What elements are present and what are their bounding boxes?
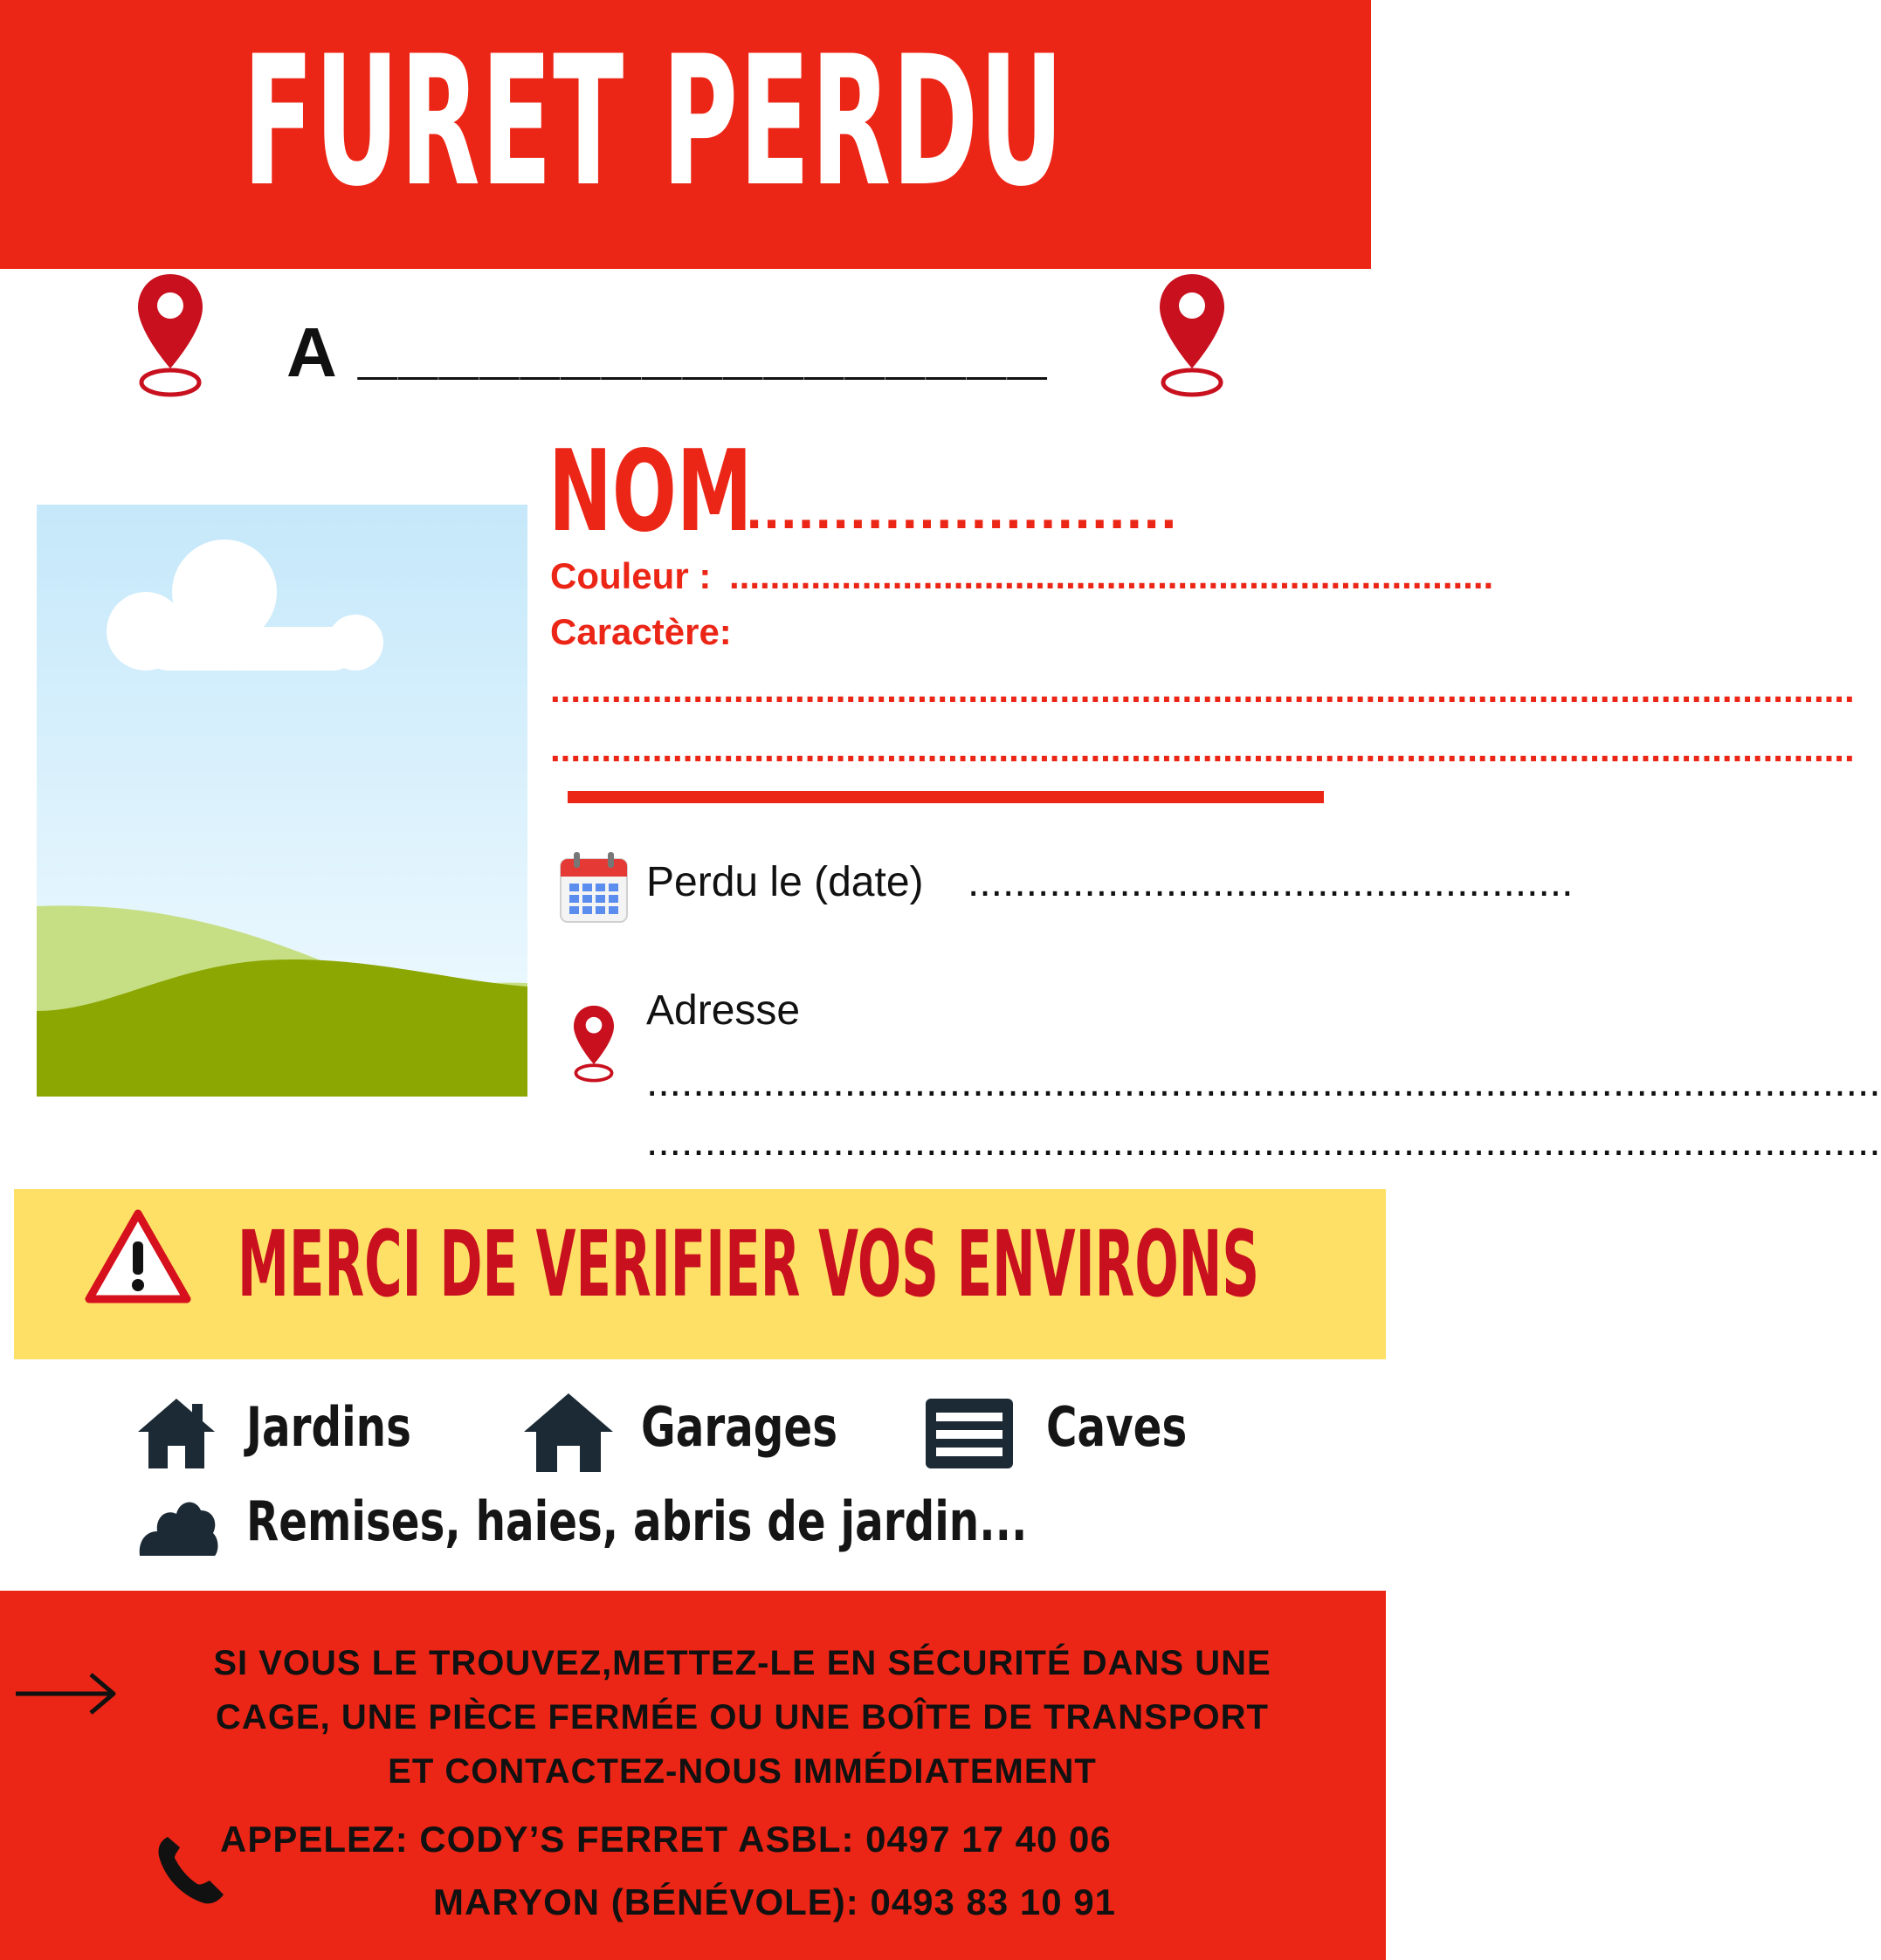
name-label: NOM xyxy=(548,427,753,557)
section-divider xyxy=(568,791,1324,803)
bush-icon xyxy=(134,1491,220,1558)
poster-title: FURET PERDU xyxy=(243,18,1065,226)
cellar-icon xyxy=(924,1397,1015,1470)
character-label: Caractère: xyxy=(550,611,732,652)
place-label-garages: Garages xyxy=(641,1395,838,1459)
contact-line: APPELEZ: CODY’S FERRET ASBL: 0497 17 40 06 xyxy=(220,1819,1112,1860)
house-icon xyxy=(134,1393,218,1470)
place-label-caves: Caves xyxy=(1046,1395,1188,1459)
location-prefix: A xyxy=(286,313,337,391)
address-line: .......................................................................................................... xyxy=(646,1118,1881,1165)
color-label: Couleur : xyxy=(550,555,712,596)
color-dots: ........................................................................... xyxy=(729,555,1494,596)
contact-line: MARYON (BÉNÉVOLE): 0493 83 10 91 xyxy=(433,1881,1117,1922)
address-line: .......................................................................................................... xyxy=(646,1059,1881,1105)
calendar-icon xyxy=(559,850,629,924)
place-label-remises: Remises, haies, abris de jardin... xyxy=(246,1489,1028,1553)
lost-date-dots: .................................................... xyxy=(968,859,1574,905)
name-dots: .......................... xyxy=(729,478,1179,540)
warning-icon xyxy=(84,1208,192,1306)
place-label-jardins: Jardins xyxy=(246,1395,411,1459)
arrow-right-icon xyxy=(14,1668,119,1720)
instruction-line: CAGE, UNE PIÈCE FERMÉE OU UNE BOÎTE DE TRANSPORT xyxy=(216,1698,1269,1736)
photo-placeholder xyxy=(37,505,527,1097)
character-line: ................................................................................................................................ xyxy=(550,669,1855,710)
instruction-line: ET CONTACTEZ-NOUS IMMÉDIATEMENT xyxy=(388,1752,1097,1791)
warning-text: MERCI DE VERIFIER VOS ENVIRONS xyxy=(238,1211,1260,1317)
character-line: ................................................................................................................................ xyxy=(550,728,1855,769)
map-pin-icon xyxy=(1153,271,1231,402)
house-icon xyxy=(520,1390,617,1474)
map-pin-icon xyxy=(131,271,210,402)
phone-icon xyxy=(155,1833,225,1907)
lost-date-label: Perdu le (date) xyxy=(646,859,924,905)
instruction-line: SI VOUS LE TROUVEZ,METTEZ-LE EN SÉCURITÉ DANS UNE xyxy=(213,1644,1271,1682)
location-blank: _________________ xyxy=(358,308,1049,386)
map-pin-icon xyxy=(569,1002,618,1086)
address-label: Adresse xyxy=(646,987,801,1034)
